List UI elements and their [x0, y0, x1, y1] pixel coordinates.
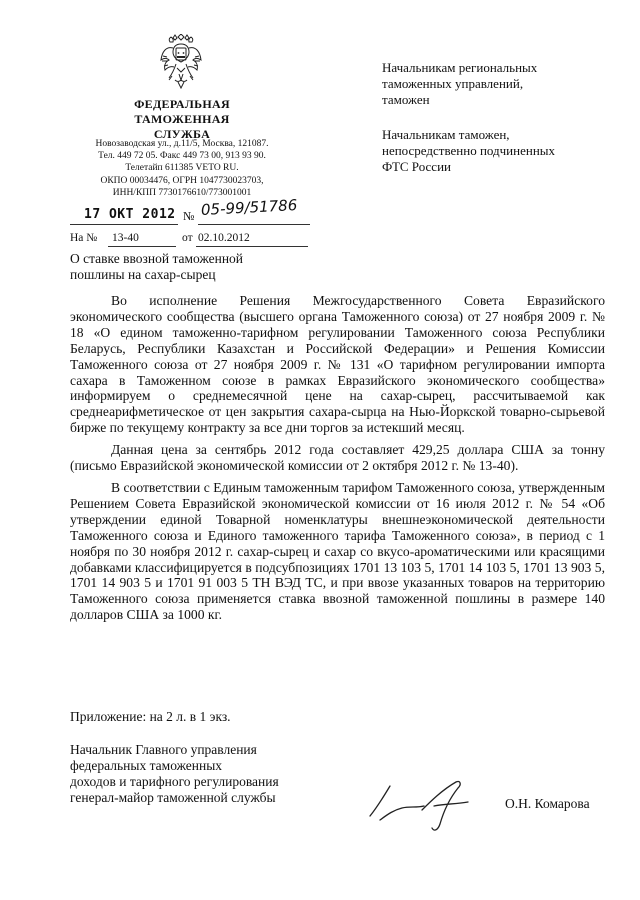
addressee-line: непосредственно подчиненных [382, 143, 556, 158]
reference-label: На № [70, 232, 98, 244]
organization-address [76, 138, 288, 199]
address-line: ОКПО 00034476, ОГРН 1047730023703, [100, 175, 264, 186]
reference-number-underline [108, 246, 176, 247]
signatory-title [70, 742, 320, 806]
body-paragraph-3: В соответствии с Единым таможенным тарифом Таможенного союза, утвержденным Решением Совета Евразийской экономической комиссии от 16 июля 2012 г. № 54 «Об утверждении единой Товарной номенклатуры внешнеэкономической деятельности Таможенного союза и Единого таможенного тарифа Таможенного союза», в период с 1 ноября по 30 ноября 2012 г. сахар-сырец и сахар со вкусо-ароматическими или красящими добавками классифицируется в подсубпозициях 1701 13 103 5, 1701 14 103 5, 1701 13 903 5, 1701 14 903 5 и 1701 91 003 5 ТН ВЭД ТС, и при ввозе указанных товаров на территорию Таможенного союза применяется ставка ввозной таможенной пошлины в размере 140 долларов США за 1000 кг. [70, 479, 605, 623]
body-paragraph-2: Данная цена за сентябрь 2012 года составляет 429,25 доллара США за тонну (письмо Евразийской экономической комиссии от 2 октября 2012 г. № 13-40). [70, 442, 605, 474]
address-line: Новозаводская ул., д.11/5, Москва, 121087. [95, 139, 269, 149]
reference-date-underline [196, 246, 308, 247]
addressee-block-regional [382, 60, 622, 108]
reference-from-label: от [182, 232, 193, 244]
registration-number-handwritten: 05-99/51786 [200, 195, 298, 219]
addressee-line: таможен [382, 92, 430, 107]
signatory-title-line: Начальник Главного управления [70, 742, 257, 757]
reference-date: 02.10.2012 [198, 232, 250, 244]
russian-coat-of-arms-icon [160, 34, 202, 90]
body-paragraph-1: Во исполнение Решения Межгосударственного Совета Евразийского экономического сообщества (высшего органа Таможенного союза) от 27 ноября 2009 г. № 18 «О едином таможенно-тарифном регулировании Таможенного союза Республики Беларусь, Республики Казахстан и Российской Федерации» и Решения Комиссии Таможенного союза от 27 ноября 2009 г. № 131 «О тарифном регулировании импорта сахара в Таможенном союзе в рамках Евразийского экономического сообщества» информируем о среднемесячной цене на сахар-сырец, рассчитываемой как среднеарифметическое от цен закрытия сахара-сырца на Нью-Йоркской товарно-сырьевой бирже по текущему контракту за все дни торгов за истекший месяц. [70, 293, 605, 436]
signatory-title-line: федеральных таможенных [70, 758, 223, 773]
signatory-title-line: генерал-майор таможенной службы [70, 790, 276, 805]
signatory-title-line: доходов и тарифного регулирования [70, 774, 279, 789]
signer-name: О.Н. Комарова [505, 796, 590, 811]
organization-name [108, 97, 256, 142]
subject-line: О ставке ввозной таможенной [70, 251, 244, 266]
organization-name-line1: ФЕДЕРАЛЬНАЯ [134, 97, 230, 111]
addressee-line: таможенных управлений, [382, 76, 524, 91]
registration-number-sign: № [183, 209, 195, 223]
address-line: Тел. 449 72 05. Факс 449 73 00, 913 93 90. [98, 151, 266, 162]
letter-body [70, 293, 605, 623]
subject-line: пошлины на сахар-сырец [70, 266, 216, 282]
attachment-note: Приложение: на 2 л. в 1 экз. [70, 709, 231, 724]
address-line: ИНН/КПП 7730176610/773001001 [112, 187, 252, 198]
date-underline [70, 224, 178, 225]
registration-date-stamp: 17 ОКТ 2012 [84, 207, 176, 222]
addressee-line: Начальникам таможен, [382, 127, 510, 142]
addressee-block-customs [382, 127, 622, 175]
reference-number: 13-40 [112, 232, 139, 244]
address-line: Телетайп 611385 VETO RU. [125, 163, 239, 174]
number-underline [198, 224, 310, 225]
addressee-line: Начальникам региональных [382, 60, 538, 75]
letter-subject [70, 251, 300, 282]
organization-name-line2: ТАМОЖЕННАЯ СЛУЖБА [134, 112, 230, 141]
addressee-line: ФТС России [382, 159, 451, 174]
handwritten-signature-icon [364, 776, 484, 834]
